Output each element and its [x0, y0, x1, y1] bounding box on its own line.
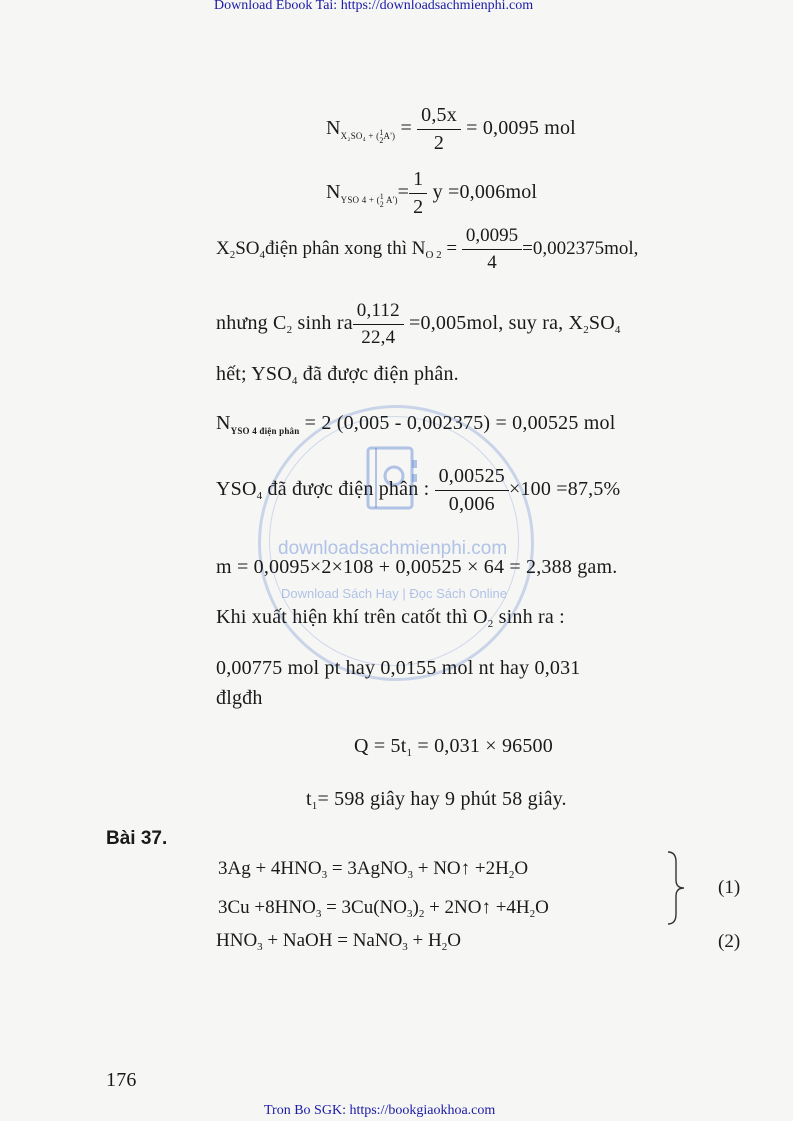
subscript: 1: [311, 800, 318, 812]
subscript: X₂SO₄ + (: [340, 131, 380, 142]
fraction-numerator: 1: [409, 168, 427, 194]
subscript: 3: [406, 908, 413, 920]
equation-line-7: [216, 465, 620, 516]
subscript: 2: [229, 248, 236, 261]
reaction-1: [218, 858, 528, 881]
text: X: [216, 237, 230, 259]
subscript: YSO 4 + (: [340, 195, 380, 206]
fraction-denominator: 2: [433, 132, 445, 154]
text: SO: [588, 312, 615, 335]
text: O: [514, 858, 529, 879]
fraction-denominator: 0,006: [448, 493, 495, 515]
subscript: 2: [529, 908, 536, 920]
subscript: 2: [487, 618, 494, 630]
text-line-5: [216, 363, 459, 387]
subscript: O 2: [425, 248, 442, 261]
subscript: 2: [418, 908, 425, 920]
subscript: 3: [257, 941, 263, 953]
half-denominator: 2: [379, 136, 384, 146]
equals-sign: =: [397, 181, 410, 204]
text: đã được điện phân :: [262, 478, 435, 501]
text: Q = 5t: [354, 735, 407, 757]
text-line-10: 0,00775 mol pt hay 0,0155 mol nt hay 0,031: [216, 657, 581, 679]
symbol-n: N: [326, 117, 341, 140]
text: + 2NO↑ +4H: [424, 897, 530, 918]
equals-sign: =: [400, 117, 412, 140]
fraction-denominator: 22,4: [361, 327, 396, 348]
equation-result: = 0,0095 mol: [466, 117, 576, 140]
equation-result: =0,002375mol,: [522, 237, 639, 259]
subscript: 4: [614, 324, 621, 337]
subscript: 2: [508, 869, 515, 881]
text-line-9: [216, 606, 565, 630]
text: sinh ra :: [493, 606, 565, 628]
equation-line-6: [216, 412, 616, 436]
equation-line-12: [354, 735, 553, 759]
reaction-3: [216, 930, 461, 953]
fraction-denominator: 2: [413, 196, 424, 218]
right-brace: [666, 850, 688, 931]
subscript: 3: [321, 869, 328, 881]
text: SO: [235, 237, 260, 259]
text: YSO: [216, 478, 257, 501]
reaction-2: [218, 897, 549, 920]
text: =0,005mol, suy ra, X: [409, 312, 584, 335]
subscript: 4: [291, 375, 298, 387]
fraction-numerator: 0,5x: [417, 104, 461, 130]
equation-line-4: [216, 300, 621, 349]
fraction-denominator: 4: [487, 252, 497, 273]
equation-line-8: m = 0,0095×2×108 + 0,00525 × 64 = 2,388 gam.: [216, 556, 618, 578]
symbol-n: N: [326, 181, 341, 204]
reaction-label-2: (2): [718, 931, 741, 952]
watermark-tagline: Download Sách Hay | Đọc Sách Online: [281, 586, 507, 601]
header-download-link[interactable]: Download Ebook Tai: https://downloadsachmienphi.com: [214, 0, 534, 13]
subscript: YSO 4 điện phân: [230, 426, 300, 436]
text: = 3AgNO: [327, 858, 408, 879]
text: Khi xuất hiện khí trên catốt thì O: [216, 606, 488, 628]
text: O: [447, 930, 461, 951]
subscript-end: A'): [383, 131, 396, 142]
text: điện phân xong thì N: [265, 237, 426, 259]
text: 3Cu +8HNO: [218, 897, 316, 918]
text: HNO: [216, 930, 258, 951]
fraction-numerator: 0,0095: [462, 225, 522, 250]
subscript: 3: [315, 908, 322, 920]
equation-line-1: [326, 104, 576, 155]
watermark-site: downloadsachmienphi.com: [278, 538, 508, 559]
text: t: [306, 788, 312, 810]
half-numerator: 1: [379, 192, 384, 202]
equation-line-13: [306, 788, 567, 812]
text: = 3Cu(NO: [321, 897, 407, 918]
text: + NO↑ +2H: [413, 858, 509, 879]
page-number: 176: [106, 1069, 137, 1091]
text: + NaOH = NaNO: [262, 930, 403, 951]
text: 3Ag + 4HNO: [218, 858, 322, 879]
equation-result: ×100 =87,5%: [508, 478, 621, 501]
equation-line-2: [326, 168, 537, 219]
half-numerator: 1: [379, 128, 384, 138]
equation-line-3: [216, 225, 638, 274]
subscript-end: A'): [384, 195, 398, 206]
subscript: 2: [441, 941, 448, 953]
reaction-label-1: (1): [718, 877, 741, 898]
symbol-n: N: [216, 412, 231, 434]
text: nhưng C: [216, 312, 287, 335]
text: O: [535, 897, 549, 918]
text-line-11: đlgđh: [216, 687, 263, 709]
subscript: 3: [402, 941, 408, 953]
section-heading: Bài 37.: [106, 828, 168, 849]
text: = 0,031 × 96500: [412, 735, 553, 757]
half-denominator: 2: [379, 200, 384, 210]
subscript: 1: [406, 747, 413, 759]
subscript: 2: [286, 324, 293, 337]
subscript: 2: [583, 324, 589, 337]
subscript: 4: [256, 490, 263, 503]
text: đã được điện phân.: [297, 363, 459, 385]
text: ): [412, 897, 419, 918]
equals-sign: =: [446, 237, 458, 259]
fraction-numerator: 0,00525: [435, 465, 509, 491]
subscript: 3: [407, 869, 413, 881]
equation-result: y =0,006mol: [432, 181, 538, 204]
text: + H: [407, 930, 442, 951]
equation-result: = 2 (0,005 - 0,002375) = 0,00525 mol: [299, 412, 616, 434]
footer-sgk-link[interactable]: Tron Bo SGK: https://bookgiaokhoa.com: [264, 1103, 496, 1118]
text: hết; YSO: [216, 363, 292, 385]
text: = 598 giây hay 9 phút 58 giây.: [317, 788, 567, 810]
fraction-numerator: 0,112: [353, 300, 404, 325]
subscript: 4: [259, 248, 266, 261]
text: sinh ra: [292, 312, 353, 335]
